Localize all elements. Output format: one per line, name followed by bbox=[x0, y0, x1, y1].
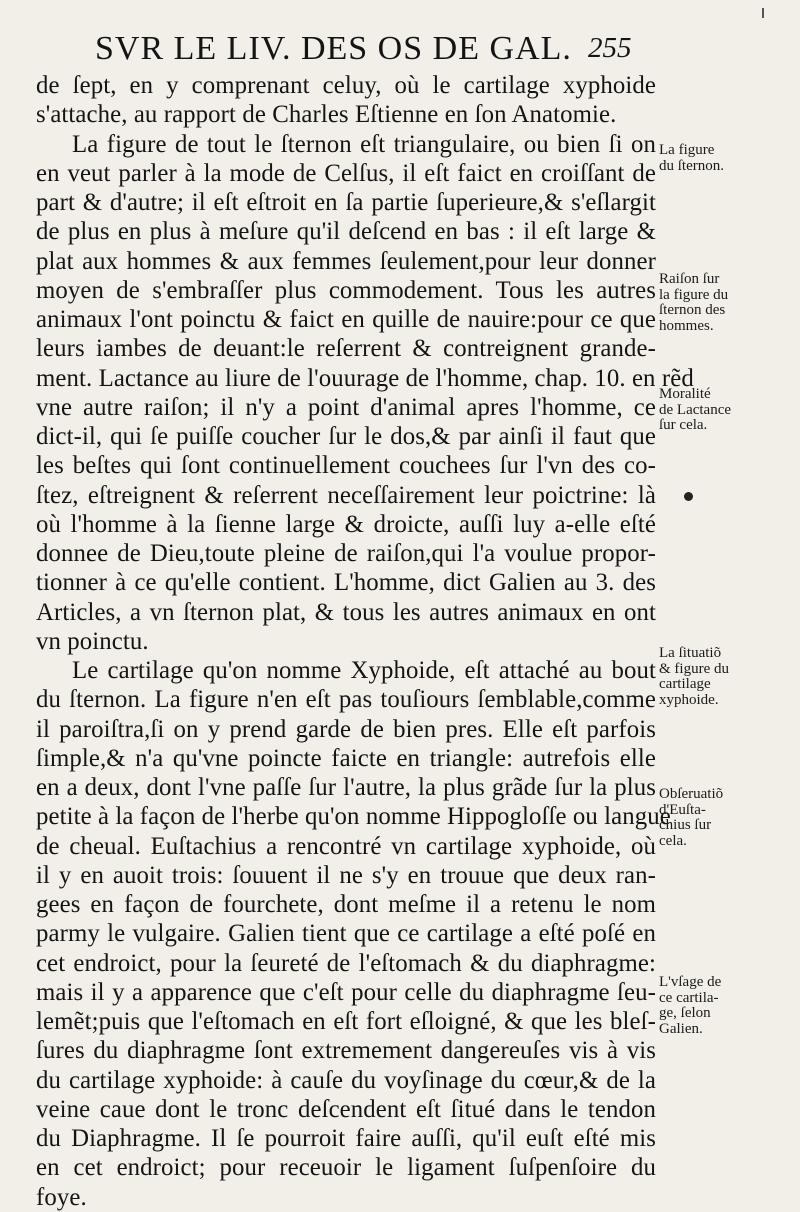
text-line: mais il y a apparence que c'eſt pour celle du diaphragme ſeu- bbox=[36, 978, 656, 1006]
text-line: il y en auoit trois: ſouuent il ne s'y en trouue que deux ran- bbox=[36, 861, 656, 889]
text-line: petite à la façon de l'herbe qu'on nomme Hippogloſſe ou langue bbox=[36, 803, 671, 831]
running-title: SVR LE LIV. DES OS DE GAL. bbox=[95, 30, 572, 67]
text-line: parmy le vulgaire. Galien tient que ce cartilage a eſté poſé en bbox=[36, 920, 656, 948]
margin-note-line: Moralité bbox=[659, 386, 711, 402]
margin-note-line: Raiſon ſur bbox=[659, 271, 720, 287]
running-header bbox=[95, 30, 635, 70]
text-line: ment. Lactance au liure de l'ouurage de l'homme, chap. 10. en rẽd bbox=[36, 364, 694, 392]
margin-note-line: Galien. bbox=[659, 1020, 703, 1037]
text-line: Le cartilage qu'on nomme Xyphoide, eſt attaché au bout bbox=[72, 657, 656, 684]
text-line: ſimple,& n'a qu'vne poincte faicte en triangle: autrefois elle bbox=[36, 744, 656, 772]
margin-note-xyphoid bbox=[659, 646, 729, 708]
margin-note-line: d'Euſta- bbox=[659, 801, 706, 818]
text-line: cet endroict, pour la ſeureté de l'eſtomach & du diaphragme: bbox=[36, 949, 656, 977]
margin-note-sternum-shape bbox=[659, 143, 724, 174]
margin-note-line: de Lactance bbox=[659, 401, 732, 418]
text-line: en veut parler à la mode de Celſus, il eſt faict en croiſſant de bbox=[36, 159, 656, 187]
stray-ink-mark bbox=[762, 8, 764, 18]
text-line: de cheual. Euſtachius a rencontré vn cartilage xyphoide, où bbox=[36, 832, 656, 860]
margin-note-line: cartilage bbox=[659, 676, 711, 692]
text-line: en a deux, dont l'vne paſſe ſur l'autre, la plus grãde ſur la plus bbox=[36, 774, 656, 801]
text-line: de ſept, en y comprenant celuy, où le cartilage xyphoide bbox=[36, 72, 656, 99]
text-line: où l'homme à la ſienne large & droicte, auſſi luy a-elle eſté bbox=[36, 510, 656, 538]
text-line: en cet endroict; pour receuoir le ligament ſuſpenſoire du bbox=[36, 1154, 656, 1182]
margin-note-reason bbox=[659, 272, 728, 334]
margin-note-line: du ſternon. bbox=[659, 157, 724, 174]
text-line: lemẽt;puis que l'eſtomach en eſt fort eſloigné, & que les bleſ- bbox=[36, 1008, 656, 1035]
margin-note-galien bbox=[659, 975, 721, 1037]
text-line: du cartilage xyphoide: à cauſe du voyſinage du cœur,& de la bbox=[36, 1066, 656, 1094]
text-line: ſures du diaphragme ſont extremement dangereuſes vis à vis bbox=[36, 1037, 656, 1065]
margin-note-line: chius ſur bbox=[659, 817, 712, 833]
text-line: donnee de Dieu,toute pleine de raiſon,qui l'a voulue propor- bbox=[36, 540, 656, 567]
text-line: gees en façon de fourchete, dont meſme il a retenu le nom bbox=[36, 891, 656, 918]
text-line: les beſtes qui ſont continuellement couchees ſur l'vn des co- bbox=[36, 452, 656, 480]
margin-note-line: L'vſage de bbox=[659, 974, 722, 990]
text-line: animaux l'ont poinctu & faict en quille de nauire:pour ce que bbox=[36, 306, 656, 333]
margin-note-line: La ſituatiõ bbox=[659, 645, 722, 661]
text-line: du Diaphragme. Il ſe pourroit faire auſſi, qu'il euſt eſté mis bbox=[36, 1125, 656, 1152]
text-line: moyen de s'embraſſer plus commodement. Tous les autres bbox=[36, 276, 656, 304]
margin-note-line: ſternon des bbox=[659, 302, 726, 318]
text-line: dict-il, qui ſe puiſſe coucher ſur le dos,& par ainſi il faut que bbox=[36, 423, 656, 450]
text-line: Articles, a vn ſternon plat, & tous les autres animaux en ont bbox=[36, 598, 656, 626]
text-line: part & d'autre; il eſt eſtroit en ſa partie ſuperieure,& s'eſlargit bbox=[36, 189, 656, 216]
text-line: de plus en plus à meſure qu'il deſcend en bas : il eſt large & bbox=[36, 218, 656, 246]
text-line: leurs iambes de deuant:le reſerrent & contreignent grande- bbox=[36, 335, 656, 363]
text-line: vn poinctu. bbox=[36, 627, 149, 655]
margin-note-line: hommes. bbox=[659, 317, 714, 334]
text-line: s'attache, au rapport de Charles Eſtienne en ſon Anatomie. bbox=[36, 101, 617, 129]
margin-note-line: ſur cela. bbox=[659, 417, 708, 433]
text-line: veine caue dont le tronc deſcendent eſt ſitué dans le tendon bbox=[36, 1095, 656, 1123]
margin-note-eustachius bbox=[659, 787, 723, 849]
margin-note-line: Obſeruatiõ bbox=[659, 786, 724, 802]
text-line: foye. bbox=[36, 1183, 87, 1211]
page-number: 255 bbox=[588, 32, 632, 64]
text-line: ſtez, eſtreignent & reſerrent neceſſairement leur poictrine: là bbox=[36, 481, 656, 509]
margin-note-line: la figure du bbox=[659, 286, 729, 303]
text-line: vne autre raiſon; il n'y a point d'animal apres l'homme, ce bbox=[36, 393, 656, 421]
margin-note-line: ge, ſelon bbox=[659, 1005, 711, 1021]
text-line: La figure de tout le ſternon eſt triangulaire, ou bien ſi on bbox=[72, 130, 656, 158]
margin-note-line: xyphoide. bbox=[659, 691, 719, 708]
text-line: il paroiſtra,ſi on y prend garde de bien pres. Elle eſt parfois bbox=[36, 715, 656, 743]
margin-note-line: cela. bbox=[659, 832, 687, 849]
text-line: du ſternon. La figure n'en eſt pas touſiours ſemblable,comme bbox=[36, 686, 656, 714]
text-line: tionner à ce qu'elle contient. L'homme, dict Galien au 3. des bbox=[36, 569, 656, 597]
margin-note-line: & figure du bbox=[659, 660, 729, 677]
ink-blot bbox=[684, 492, 693, 501]
text-line: plat aux hommes & aux femmes ſeulement,pour leur donner bbox=[36, 247, 656, 275]
margin-note-line: La figure bbox=[659, 142, 715, 158]
margin-note-lactance bbox=[659, 387, 731, 434]
margin-note-line: ce cartila- bbox=[659, 989, 719, 1006]
